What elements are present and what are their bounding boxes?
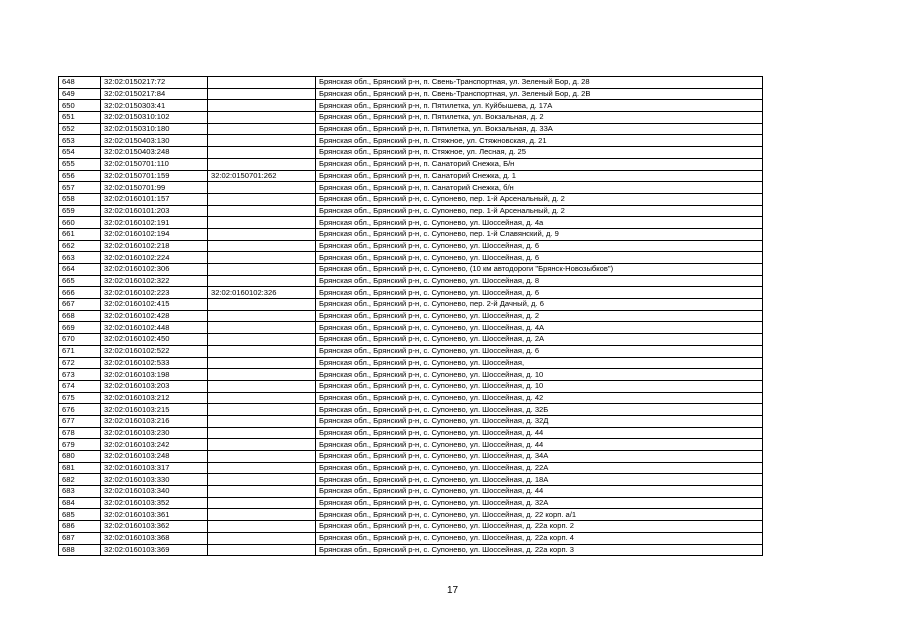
- table-row: [59, 135, 763, 147]
- cadastral-number-cell: 32:02:0160103:212: [101, 392, 208, 404]
- table-row: [59, 240, 763, 252]
- cadastral-number-cell: 32:02:0160102:450: [101, 334, 208, 346]
- cadastral-number-cell: 32:02:0150701:159: [101, 170, 208, 182]
- row-number-cell: 669: [59, 322, 101, 334]
- cadastral-number-cell: 32:02:0160102:428: [101, 310, 208, 322]
- table-row: [59, 123, 763, 135]
- row-number-cell: 648: [59, 77, 101, 89]
- property-registry-table: [58, 76, 763, 556]
- address-cell: Брянская обл., Брянский р-н, п. Свень-Транспортная, ул. Зеленый Бор, д. 2В: [316, 88, 763, 100]
- address-cell: Брянская обл., Брянский р-н, п. Санаторий Снежка, Б/н: [316, 158, 763, 170]
- address-cell: Брянская обл., Брянский р-н, с. Супонево, ул. Шоссейная, д. 18А: [316, 474, 763, 486]
- row-number-cell: 660: [59, 217, 101, 229]
- table-row: [59, 77, 763, 89]
- table-row: [59, 287, 763, 299]
- cadastral-number-cell: 32:02:0160102:533: [101, 357, 208, 369]
- address-cell: Брянская обл., Брянский р-н, с. Супонево, пер. 2-й Дачный, д. 6: [316, 299, 763, 311]
- cadastral-number-cell: 32:02:0160102:415: [101, 299, 208, 311]
- row-number-cell: 649: [59, 88, 101, 100]
- row-number-cell: 672: [59, 357, 101, 369]
- row-number-cell: 650: [59, 100, 101, 112]
- cadastral-number-cell: 32:02:0160102:522: [101, 345, 208, 357]
- cadastral-number-cell: 32:02:0160102:191: [101, 217, 208, 229]
- cadastral-number-cell: 32:02:0150701:110: [101, 158, 208, 170]
- related-cadastral-number-cell: [208, 322, 316, 334]
- related-cadastral-number-cell: [208, 544, 316, 556]
- row-number-cell: 658: [59, 193, 101, 205]
- cadastral-number-cell: 32:02:0160102:306: [101, 264, 208, 276]
- cadastral-number-cell: 32:02:0150217:84: [101, 88, 208, 100]
- row-number-cell: 675: [59, 392, 101, 404]
- related-cadastral-number-cell: [208, 100, 316, 112]
- table-row: [59, 497, 763, 509]
- address-cell: Брянская обл., Брянский р-н, с. Супонево, ул. Шоссейная, д. 22 корп. а/1: [316, 509, 763, 521]
- address-cell: Брянская обл., Брянский р-н, с. Супонево, ул. Шоссейная, д. 22а корп. 4: [316, 532, 763, 544]
- page-number: 17: [446, 585, 459, 596]
- related-cadastral-number-cell: [208, 497, 316, 509]
- table-row: [59, 357, 763, 369]
- related-cadastral-number-cell: [208, 252, 316, 264]
- address-cell: Брянская обл., Брянский р-н, с. Супонево, ул. Шоссейная, д. 42: [316, 392, 763, 404]
- address-cell: Брянская обл., Брянский р-н, п. Пятилетка, ул. Вокзальная, д. 2: [316, 112, 763, 124]
- table-row: [59, 310, 763, 322]
- cadastral-number-cell: 32:02:0160103:352: [101, 497, 208, 509]
- row-number-cell: 687: [59, 532, 101, 544]
- table-row: [59, 404, 763, 416]
- related-cadastral-number-cell: [208, 334, 316, 346]
- cadastral-number-cell: 32:02:0160103:361: [101, 509, 208, 521]
- address-cell: Брянская обл., Брянский р-н, с. Супонево, ул. Шоссейная, д. 10: [316, 380, 763, 392]
- table-row: [59, 380, 763, 392]
- cadastral-number-cell: 32:02:0160103:198: [101, 369, 208, 381]
- table-row: [59, 275, 763, 287]
- table-row: [59, 147, 763, 159]
- cadastral-number-cell: 32:02:0160103:248: [101, 451, 208, 463]
- cadastral-number-cell: 32:02:0160103:362: [101, 521, 208, 533]
- row-number-cell: 670: [59, 334, 101, 346]
- table-row: [59, 193, 763, 205]
- row-number-cell: 680: [59, 451, 101, 463]
- related-cadastral-number-cell: [208, 88, 316, 100]
- related-cadastral-number-cell: [208, 451, 316, 463]
- address-cell: Брянская обл., Брянский р-н, п. Свень-Транспортная, ул. Зеленый Бор, д. 28: [316, 77, 763, 89]
- related-cadastral-number-cell: [208, 462, 316, 474]
- address-cell: Брянская обл., Брянский р-н, п. Пятилетка, ул. Вокзальная, д. 33А: [316, 123, 763, 135]
- table-body: [59, 77, 763, 556]
- related-cadastral-number-cell: [208, 369, 316, 381]
- related-cadastral-number-cell: [208, 532, 316, 544]
- related-cadastral-number-cell: [208, 112, 316, 124]
- cadastral-number-cell: 32:02:0160103:369: [101, 544, 208, 556]
- row-number-cell: 685: [59, 509, 101, 521]
- table-row: [59, 451, 763, 463]
- table-row: [59, 322, 763, 334]
- address-cell: Брянская обл., Брянский р-н, с. Супонево, ул. Шоссейная, д. 22А: [316, 462, 763, 474]
- address-cell: Брянская обл., Брянский р-н, п. Пятилетка, ул. Куйбышева, д. 17А: [316, 100, 763, 112]
- cadastral-number-cell: 32:02:0150310:102: [101, 112, 208, 124]
- table-row: [59, 427, 763, 439]
- cadastral-number-cell: 32:02:0150403:130: [101, 135, 208, 147]
- row-number-cell: 663: [59, 252, 101, 264]
- table-row: [59, 544, 763, 556]
- table-row: [59, 521, 763, 533]
- table-row: [59, 334, 763, 346]
- address-cell: Брянская обл., Брянский р-н, с. Супонево, ул. Шоссейная, д. 4а: [316, 217, 763, 229]
- address-cell: Брянская обл., Брянский р-н, с. Супонево, ул. Шоссейная, д. 44: [316, 486, 763, 498]
- table-row: [59, 486, 763, 498]
- row-number-cell: 681: [59, 462, 101, 474]
- row-number-cell: 674: [59, 380, 101, 392]
- row-number-cell: 683: [59, 486, 101, 498]
- cadastral-number-cell: 32:02:0150701:99: [101, 182, 208, 194]
- table-row: [59, 158, 763, 170]
- row-number-cell: 678: [59, 427, 101, 439]
- related-cadastral-number-cell: [208, 135, 316, 147]
- row-number-cell: 665: [59, 275, 101, 287]
- address-cell: Брянская обл., Брянский р-н, с. Супонево, ул. Шоссейная, д. 44: [316, 427, 763, 439]
- related-cadastral-number-cell: [208, 299, 316, 311]
- cadastral-number-cell: 32:02:0160103:340: [101, 486, 208, 498]
- row-number-cell: 676: [59, 404, 101, 416]
- cadastral-number-cell: 32:02:0160103:368: [101, 532, 208, 544]
- row-number-cell: 667: [59, 299, 101, 311]
- address-cell: Брянская обл., Брянский р-н, с. Супонево, пер. 1-й Арсенальный, д. 2: [316, 193, 763, 205]
- related-cadastral-number-cell: [208, 240, 316, 252]
- row-number-cell: 654: [59, 147, 101, 159]
- related-cadastral-number-cell: [208, 474, 316, 486]
- address-cell: Брянская обл., Брянский р-н, с. Супонево, ул. Шоссейная, д. 22а корп. 3: [316, 544, 763, 556]
- address-cell: Брянская обл., Брянский р-н, с. Супонево, ул. Шоссейная, д. 32Д: [316, 415, 763, 427]
- cadastral-number-cell: 32:02:0160103:216: [101, 415, 208, 427]
- row-number-cell: 671: [59, 345, 101, 357]
- table-row: [59, 217, 763, 229]
- row-number-cell: 656: [59, 170, 101, 182]
- table-row: [59, 345, 763, 357]
- cadastral-number-cell: 32:02:0160103:203: [101, 380, 208, 392]
- address-cell: Брянская обл., Брянский р-н, п. Санаторий Снежка, д. 1: [316, 170, 763, 182]
- table-row: [59, 509, 763, 521]
- address-cell: Брянская обл., Брянский р-н, с. Супонево, ул. Шоссейная, д. 6: [316, 287, 763, 299]
- row-number-cell: 655: [59, 158, 101, 170]
- related-cadastral-number-cell: [208, 392, 316, 404]
- related-cadastral-number-cell: 32:02:0150701:262: [208, 170, 316, 182]
- address-cell: Брянская обл., Брянский р-н, с. Супонево, пер. 1-й Арсенальный, д. 2: [316, 205, 763, 217]
- cadastral-number-cell: 32:02:0150217:72: [101, 77, 208, 89]
- address-cell: Брянская обл., Брянский р-н, с. Супонево, ул. Шоссейная,: [316, 357, 763, 369]
- cadastral-number-cell: 32:02:0160102:194: [101, 228, 208, 240]
- cadastral-number-cell: 32:02:0160102:224: [101, 252, 208, 264]
- related-cadastral-number-cell: [208, 509, 316, 521]
- cadastral-number-cell: 32:02:0160103:317: [101, 462, 208, 474]
- cadastral-number-cell: 32:02:0150303:41: [101, 100, 208, 112]
- address-cell: Брянская обл., Брянский р-н, с. Супонево, ул. Шоссейная, д. 2А: [316, 334, 763, 346]
- address-cell: Брянская обл., Брянский р-н, с. Супонево, ул. Шоссейная, д. 32А: [316, 497, 763, 509]
- address-cell: Брянская обл., Брянский р-н, п. Санаторий Снежка, б/н: [316, 182, 763, 194]
- table-row: [59, 474, 763, 486]
- related-cadastral-number-cell: [208, 217, 316, 229]
- row-number-cell: 662: [59, 240, 101, 252]
- related-cadastral-number-cell: [208, 380, 316, 392]
- table-row: [59, 182, 763, 194]
- row-number-cell: 668: [59, 310, 101, 322]
- related-cadastral-number-cell: [208, 205, 316, 217]
- row-number-cell: 679: [59, 439, 101, 451]
- related-cadastral-number-cell: [208, 345, 316, 357]
- row-number-cell: 653: [59, 135, 101, 147]
- related-cadastral-number-cell: [208, 123, 316, 135]
- row-number-cell: 652: [59, 123, 101, 135]
- address-cell: Брянская обл., Брянский р-н, с. Супонево, ул. Шоссейная, д. 44: [316, 439, 763, 451]
- table-row: [59, 299, 763, 311]
- cadastral-number-cell: 32:02:0160103:215: [101, 404, 208, 416]
- related-cadastral-number-cell: [208, 193, 316, 205]
- address-cell: Брянская обл., Брянский р-н, с. Супонево, ул. Шоссейная, д. 8: [316, 275, 763, 287]
- related-cadastral-number-cell: [208, 439, 316, 451]
- related-cadastral-number-cell: [208, 182, 316, 194]
- related-cadastral-number-cell: [208, 521, 316, 533]
- address-cell: Брянская обл., Брянский р-н, с. Супонево, ул. Шоссейная, д. 6: [316, 345, 763, 357]
- table-row: [59, 264, 763, 276]
- table-row: [59, 112, 763, 124]
- address-cell: Брянская обл., Брянский р-н, с. Супонево, ул. Шоссейная, д. 22а корп. 2: [316, 521, 763, 533]
- row-number-cell: 657: [59, 182, 101, 194]
- cadastral-number-cell: 32:02:0150310:180: [101, 123, 208, 135]
- table-row: [59, 205, 763, 217]
- address-cell: Брянская обл., Брянский р-н, п. Стяжное, ул. Стяжновская, д. 21: [316, 135, 763, 147]
- address-cell: Брянская обл., Брянский р-н, с. Супонево, ул. Шоссейная, д. 32Б: [316, 404, 763, 416]
- table-row: [59, 170, 763, 182]
- related-cadastral-number-cell: [208, 404, 316, 416]
- related-cadastral-number-cell: [208, 264, 316, 276]
- related-cadastral-number-cell: [208, 158, 316, 170]
- table-row: [59, 252, 763, 264]
- related-cadastral-number-cell: [208, 486, 316, 498]
- cadastral-number-cell: 32:02:0160102:223: [101, 287, 208, 299]
- row-number-cell: 666: [59, 287, 101, 299]
- cadastral-number-cell: 32:02:0160102:322: [101, 275, 208, 287]
- cadastral-number-cell: 32:02:0160103:242: [101, 439, 208, 451]
- row-number-cell: 686: [59, 521, 101, 533]
- row-number-cell: 677: [59, 415, 101, 427]
- table-row: [59, 439, 763, 451]
- related-cadastral-number-cell: [208, 147, 316, 159]
- address-cell: Брянская обл., Брянский р-н, с. Супонево, (10 км автодороги "Брянск-Новозыбков"): [316, 264, 763, 276]
- address-cell: Брянская обл., Брянский р-н, с. Супонево, ул. Шоссейная, д. 6: [316, 240, 763, 252]
- cadastral-number-cell: 32:02:0160102:218: [101, 240, 208, 252]
- row-number-cell: 688: [59, 544, 101, 556]
- table-row: [59, 88, 763, 100]
- related-cadastral-number-cell: [208, 357, 316, 369]
- row-number-cell: 664: [59, 264, 101, 276]
- address-cell: Брянская обл., Брянский р-н, п. Стяжное, ул. Лесная, д. 25: [316, 147, 763, 159]
- table-row: [59, 462, 763, 474]
- related-cadastral-number-cell: 32:02:0160102:326: [208, 287, 316, 299]
- table-row: [59, 228, 763, 240]
- cadastral-number-cell: 32:02:0160101:203: [101, 205, 208, 217]
- related-cadastral-number-cell: [208, 228, 316, 240]
- row-number-cell: 659: [59, 205, 101, 217]
- row-number-cell: 684: [59, 497, 101, 509]
- address-cell: Брянская обл., Брянский р-н, с. Супонево, ул. Шоссейная, д. 34А: [316, 451, 763, 463]
- related-cadastral-number-cell: [208, 275, 316, 287]
- address-cell: Брянская обл., Брянский р-н, с. Супонево, ул. Шоссейная, д. 10: [316, 369, 763, 381]
- row-number-cell: 673: [59, 369, 101, 381]
- related-cadastral-number-cell: [208, 427, 316, 439]
- table-row: [59, 415, 763, 427]
- row-number-cell: 682: [59, 474, 101, 486]
- address-cell: Брянская обл., Брянский р-н, с. Супонево, ул. Шоссейная, д. 4А: [316, 322, 763, 334]
- table-row: [59, 100, 763, 112]
- related-cadastral-number-cell: [208, 310, 316, 322]
- cadastral-number-cell: 32:02:0150403:248: [101, 147, 208, 159]
- table-row: [59, 532, 763, 544]
- cadastral-number-cell: 32:02:0160103:330: [101, 474, 208, 486]
- row-number-cell: 651: [59, 112, 101, 124]
- cadastral-number-cell: 32:02:0160103:230: [101, 427, 208, 439]
- cadastral-number-cell: 32:02:0160102:448: [101, 322, 208, 334]
- related-cadastral-number-cell: [208, 77, 316, 89]
- cadastral-number-cell: 32:02:0160101:157: [101, 193, 208, 205]
- address-cell: Брянская обл., Брянский р-н, с. Супонево, ул. Шоссейная, д. 6: [316, 252, 763, 264]
- row-number-cell: 661: [59, 228, 101, 240]
- table-row: [59, 392, 763, 404]
- address-cell: Брянская обл., Брянский р-н, с. Супонево, пер. 1-й Славянский, д. 9: [316, 228, 763, 240]
- table-row: [59, 369, 763, 381]
- related-cadastral-number-cell: [208, 415, 316, 427]
- address-cell: Брянская обл., Брянский р-н, с. Супонево, ул. Шоссейная, д. 2: [316, 310, 763, 322]
